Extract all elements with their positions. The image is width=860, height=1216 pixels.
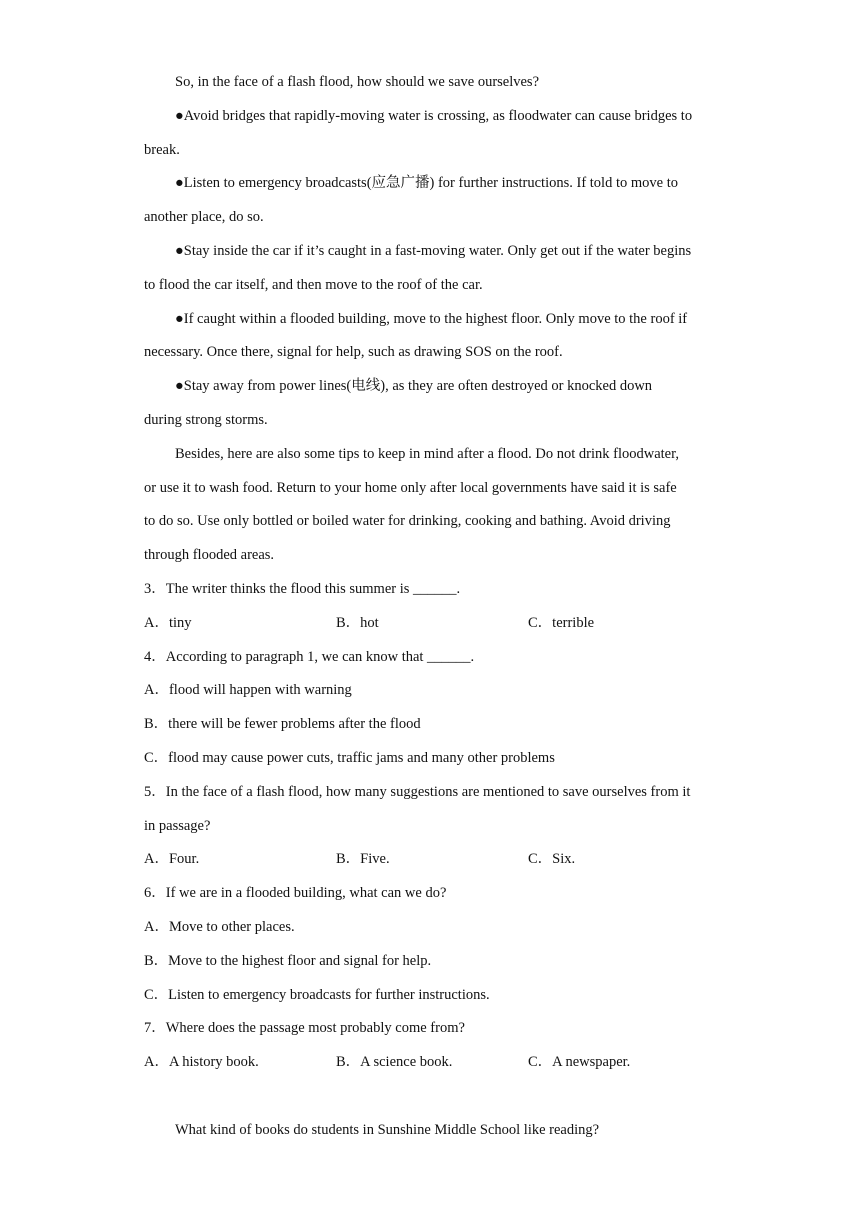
paragraph-line: Besides, here are also some tips to keep in mind after a flood. Do not drink floodwater, xyxy=(175,445,679,462)
question-4 xyxy=(144,641,720,776)
bullet-line: break. xyxy=(144,141,180,158)
question-stem: 5．In the face of a flash flood, how many suggestions are mentioned to save ourselves from it xyxy=(144,783,691,800)
tips-paragraph xyxy=(144,438,720,573)
options-row xyxy=(144,1046,720,1080)
question-stem: in passage? xyxy=(144,817,211,834)
option-b: B．Five. xyxy=(336,851,390,868)
bullet-line: during strong storms. xyxy=(144,411,268,428)
options-row xyxy=(144,607,720,641)
bullet-line: ●If caught within a flooded building, move to the highest floor. Only move to the roof if xyxy=(175,310,688,327)
bullet-item xyxy=(144,370,720,438)
bullet-line: necessary. Once there, signal for help, such as drawing SOS on the roof. xyxy=(144,344,563,361)
option-a: A．tiny xyxy=(144,614,192,631)
paragraph-line: or use it to wash food. Return to your home only after local governments have said it is safe xyxy=(144,479,677,496)
section-spacer xyxy=(144,1080,720,1114)
option-b: B．Move to the highest floor and signal for help. xyxy=(144,952,432,969)
option-a: A．Move to other places. xyxy=(144,918,295,935)
question-stem: 3．The writer thinks the flood this summer is ______. xyxy=(144,580,461,597)
option-a: A．A history book. xyxy=(144,1054,259,1071)
question-stem: 6．If we are in a flooded building, what can we do? xyxy=(144,885,447,902)
paragraph-line: to do so. Use only bottled or boiled water for drinking, cooking and bathing. Avoid driving xyxy=(144,513,671,530)
paragraph-line: through flooded areas. xyxy=(144,547,275,564)
question-7 xyxy=(144,1012,720,1080)
passage-intro: So, in the face of a flash flood, how should we save ourselves? xyxy=(175,74,540,90)
bullet-line: ●Stay inside the car if it’s caught in a fast-moving water. Only get out if the water begins xyxy=(175,242,692,259)
document-page xyxy=(144,66,720,1148)
bullet-item xyxy=(144,167,720,235)
options-row xyxy=(144,843,720,877)
question-stem: 4．According to paragraph 1, we can know that ______. xyxy=(144,648,475,665)
question-5 xyxy=(144,776,720,877)
bullet-item xyxy=(144,303,720,371)
bullet-line: ●Stay away from power lines(电线), as they are often destroyed or knocked down xyxy=(175,378,653,395)
next-passage-title: What kind of books do students in Sunshine Middle School like reading? xyxy=(175,1121,600,1138)
option-c: C．flood may cause power cuts, traffic jams and many other problems xyxy=(144,749,555,766)
option-b: B．A science book. xyxy=(336,1054,453,1071)
option-b: B．there will be fewer problems after the flood xyxy=(144,716,421,733)
question-6 xyxy=(144,877,720,1012)
bullet-line: ●Avoid bridges that rapidly-moving water is crossing, as floodwater can cause bridges to xyxy=(175,107,693,124)
bullet-item xyxy=(144,235,720,303)
option-a: A．flood will happen with warning xyxy=(144,682,352,699)
bullet-item xyxy=(144,100,720,168)
option-b: B．hot xyxy=(336,614,379,631)
option-c: C．Listen to emergency broadcasts for further instructions. xyxy=(144,986,490,1003)
question-3 xyxy=(144,573,720,641)
bullet-line: ●Listen to emergency broadcasts(应急广播) for further instructions. If told to move to xyxy=(175,175,678,192)
option-c: C．A newspaper. xyxy=(528,1054,631,1071)
option-c: C．Six. xyxy=(528,851,576,868)
question-stem: 7．Where does the passage most probably come from? xyxy=(144,1020,465,1037)
bullet-line: to flood the car itself, and then move to the roof of the car. xyxy=(144,276,483,293)
option-c: C．terrible xyxy=(528,614,595,631)
bullet-line: another place, do so. xyxy=(144,209,264,226)
option-a: A．Four. xyxy=(144,851,200,868)
